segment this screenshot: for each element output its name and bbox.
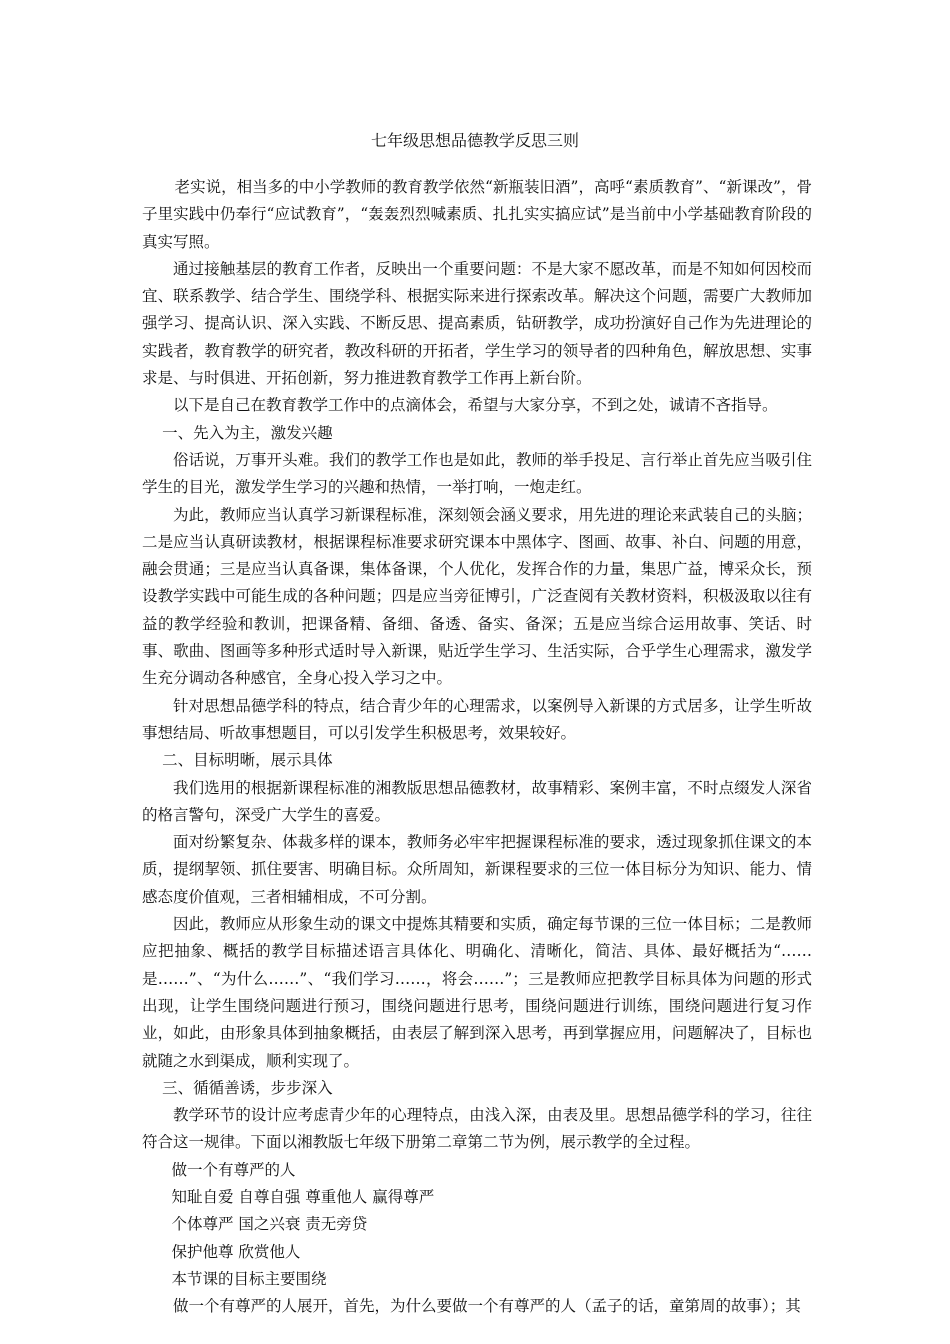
section-heading: 一、先入为主，激发兴趣 — [162, 423, 333, 442]
paragraph: 做一个有尊严的人展开，首先，为什么要做一个有尊严的人（孟子的话，童第周的故事）；其 — [173, 1297, 801, 1316]
paragraph: 因此，教师应从形象生动的课文中提炼其精要和实质，确定每节课的三位一体目标；二是教师应把抽象、概括的教学目标描述语言具体化、明确化、清晰化，简洁、具体、最好概括为“……是……”、“为什么……”、“我们学习……，将会……”；三是教师应把教学目标具体为问题的形式出现，让学生围绕问题进行预习，围绕问题进行思考，围绕问题进行训练，围绕问题进行复习作业，如此，由形象具体到抽象概括，由表层了解到深入思考，再到掌握应用，问题解决了，目标也就随之水到渠成，顺利实现了。 — [142, 915, 812, 1070]
paragraph: 俗话说，万事开头难。我们的教学工作也是如此，教师的举手投足、言行举止首先应当吸引住学生的目光，激发学生学习的兴趣和热情，一举打响，一炮走红。 — [142, 450, 812, 497]
paragraph: 面对纷繁复杂、体裁多样的课本，教师务必牢牢把握课程标准的要求，透过现象抓住课文的本质，提纲挈领、抓住要害、明确目标。众所周知，新课程要求的三位一体目标分为知识、能力、情感态度价值观，三者相辅相成，不可分割。 — [142, 833, 812, 906]
paragraph: 针对思想品德学科的特点，结合青少年的心理需求，以案例导入新课的方式居多，让学生听故事想结局、听故事想题目，可以引发学生积极思考，效果较好。 — [142, 696, 812, 742]
paragraph: 通过接触基层的教育工作者，反映出一个重要问题：不是大家不愿改革，而是不知如何因校而宜、联系教学、结合学生、围绕学科、根据实际来进行探索改革。解决这个问题，需要广大教师加强学习、提高认识、深入实践、不断反思、提高素质，钻研教学，成功扮演好自己作为先进理论的实践者，教育教学的研究者，教改科研的开拓者，学生学习的领导者的四种角色，解放思想、实事求是、与时俱进、开拓创新，努力推进教育教学工作再上新台阶。 — [142, 259, 812, 388]
document-title: 七年级思想品德教学反思三则 — [370, 131, 579, 150]
paragraph: 老实说，相当多的中小学教师的教育教学依然“新瓶装旧酒”，高呼“素质教育”、“新课改”，骨子里实践中仍奉行“应试教育”，“轰轰烈烈喊素质、扎扎实实搞应试”是当前中小学基础教育阶段的真实写照。 — [142, 178, 812, 251]
paragraph: 为此，教师应当认真学习新课程标准，深刻领会涵义要求，用先进的理论来武装自己的头脑；二是应当认真研读教材，根据课程标准要求研究课本中黑体字、图画、故事、补白、问题的用意，融会贯通；三是应当认真备课，集体备课，个人优化，发挥合作的力量，集思广益，博采众长，预设教学实践中可能生成的各种问题；四是应当旁征博引，广泛查阅有关教材资料，积极汲取以往有益的教学经验和教训，把课备精、备细、备透、备实、备深；五是应当综合运用故事、笑话、时事、歌曲、图画等多种形式适时导入新课，贴近学生学习、生活实际，合乎学生心理需求，激发学生充分调动各种感官，全身心投入学习之中。 — [142, 505, 812, 688]
outline-item: 知耻自爱 自尊自强 尊重他人 赢得尊严 — [171, 1187, 435, 1206]
outline-item: 个体尊严 国之兴衰 责无旁贷 — [171, 1215, 368, 1234]
outline-item: 本节课的目标主要围绕 — [171, 1269, 327, 1288]
paragraph: 我们选用的根据新课程标准的湘教版思想品德教材，故事精彩、案例丰富，不时点缀发人深省的格言警句，深受广大学生的喜爱。 — [142, 778, 812, 824]
section-heading: 二、目标明晰，展示具体 — [162, 751, 333, 770]
section-heading: 三、循循善诱，步步深入 — [162, 1078, 333, 1097]
outline-item: 做一个有尊严的人 — [171, 1160, 296, 1179]
paragraph: 教学环节的设计应考虑青少年的心理特点，由浅入深，由表及里。思想品德学科的学习，往往符合这一规律。下面以湘教版七年级下册第二章第二节为例，展示教学的全过程。 — [142, 1106, 812, 1152]
outline-item: 保护他尊 欣赏他人 — [171, 1242, 301, 1261]
paragraph: 以下是自己在教育教学工作中的点滴体会，希望与大家分享，不到之处，诚请不吝指导。 — [173, 396, 778, 415]
document-body — [142, 174, 812, 1320]
